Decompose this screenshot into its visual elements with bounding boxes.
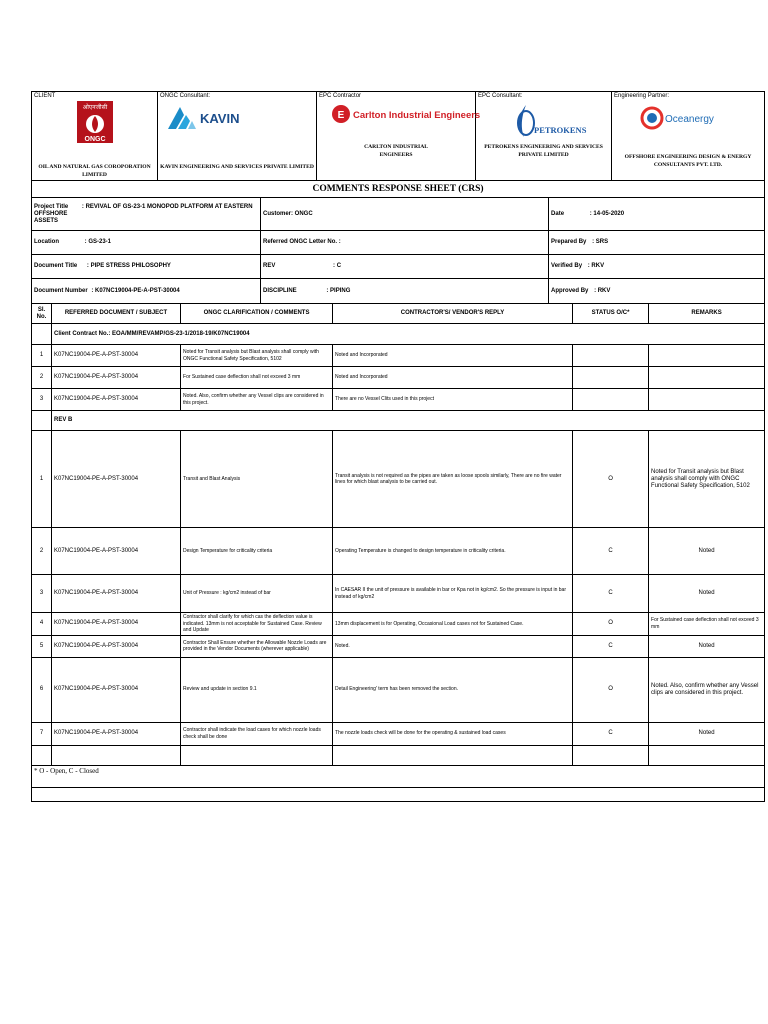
row-reply: In CAESAR II the unit of pressure is available in bar or Kpa not in kg/cm2. So the pressure is input in bar instead of kg/cm2 xyxy=(333,575,573,613)
epc-label: EPC Contractor xyxy=(319,93,362,99)
row-remarks: Noted xyxy=(649,528,765,575)
row-sl: 3 xyxy=(32,575,52,613)
row-ref: K07NC19004-PE-A-PST-30004 xyxy=(52,345,181,367)
footnote-row xyxy=(32,765,765,787)
empty-cell xyxy=(181,745,333,765)
epc-consultant-label: EPC Consultant: xyxy=(478,93,523,99)
table-row xyxy=(32,657,765,722)
rev-value: : C xyxy=(333,263,342,269)
row-sl: 2 xyxy=(32,528,52,575)
project-title-label: Project Title xyxy=(34,203,69,210)
customer-cell: Customer: ONGC xyxy=(261,198,549,231)
svg-text:PETROKENS: PETROKENS xyxy=(533,125,586,135)
row-ref: K07NC19004-PE-A-PST-30004 xyxy=(52,613,181,636)
discipline-value: : PIPING xyxy=(326,287,351,294)
date-value: : 14-05-2020 xyxy=(589,210,625,217)
letter-cell: Referred ONGC Letter No. : xyxy=(261,231,549,255)
epc-consultant-org: PETROKENS ENGINEERING AND SERVICES PRIVATE LIMITED xyxy=(484,144,603,158)
rev-b-row xyxy=(32,411,765,431)
col-sl: Sl. No. xyxy=(32,304,52,324)
empty-cell xyxy=(333,745,573,765)
row-reply: There are no Vessel Clits used in this project xyxy=(333,389,573,411)
row-comment: Noted for Transit analysis but Blast analysis shall comply with ONGC Functional Safety Specification, 5102 xyxy=(181,345,333,367)
row-status: O xyxy=(573,613,649,636)
row-remarks xyxy=(649,367,765,389)
approved-cell xyxy=(549,279,765,304)
svg-text:E: E xyxy=(337,110,345,121)
doc-title-value: : PIPE STRESS PHILOSOPHY xyxy=(86,263,171,269)
svg-text:KAVIN: KAVIN xyxy=(200,111,240,126)
header-row xyxy=(32,92,765,181)
row-comment: Contractor shall clarify for which cas the deflection value is indicated. 13mm is not acceptable for Sustained Case. Review and Update xyxy=(181,613,333,636)
row-remarks: Noted xyxy=(649,635,765,657)
meta-row-location xyxy=(32,231,765,255)
partner-label: Engineering Partner: xyxy=(614,93,670,99)
row-comment: Unit of Pressure : kg/cm2 instead of bar xyxy=(181,575,333,613)
consultant-org: KAVIN ENGINEERING AND SERVICES PRIVATE LIMITED xyxy=(160,164,314,170)
empty-cell xyxy=(573,745,649,765)
row-comment: Transit and Blast Analysis xyxy=(181,431,333,528)
project-title-value2: ASSETS xyxy=(34,217,59,224)
row-remarks: Noted. Also, confirm whether any Vessel clips are considered in this project. xyxy=(649,657,765,722)
consultant-label: ONGC Consultant: xyxy=(160,93,211,99)
prepared-cell xyxy=(549,231,765,255)
row-reply: The nozzle loads check will be done for the operating & sustained load cases xyxy=(333,722,573,745)
row-status xyxy=(573,389,649,411)
row-sl: 3 xyxy=(32,389,52,411)
row-sl: 5 xyxy=(32,635,52,657)
row-remarks xyxy=(649,389,765,411)
row-comment: Noted. Also, confirm whether any Vessel clips are considered in this project. xyxy=(181,389,333,411)
row-comment: Design Temperature for criticality criteria xyxy=(181,528,333,575)
row-remarks: Noted xyxy=(649,575,765,613)
project-title-value: : REVIVAL OF GS-23-1 MONOPOD PLATFORM AT EASTERN OFFSHORE xyxy=(34,203,253,217)
location-cell xyxy=(32,231,261,255)
empty-cell xyxy=(649,745,765,765)
row-ref: K07NC19004-PE-A-PST-30004 xyxy=(52,431,181,528)
table-row xyxy=(32,575,765,613)
row-reply: Detail Engineering' term has been removed the section. xyxy=(333,657,573,722)
consultant-cell xyxy=(158,92,317,181)
table-row xyxy=(32,528,765,575)
contract-blank xyxy=(32,324,52,345)
partner-org: OFFSHORE ENGINEERING DESIGN & ENERGY CONSULTANTS PVT. LTD. xyxy=(624,154,752,168)
row-sl: 4 xyxy=(32,613,52,636)
row-ref: K07NC19004-PE-A-PST-30004 xyxy=(52,528,181,575)
footnote: * O - Open, C - Closed xyxy=(32,765,765,787)
col-ref: REFERRED DOCUMENT / SUBJECT xyxy=(52,304,181,324)
col-reply: CONTRACTOR'S/ VENDOR'S REPLY xyxy=(333,304,573,324)
rev-label: REV xyxy=(263,263,276,269)
partner-cell xyxy=(612,92,765,181)
svg-text:ONGC: ONGC xyxy=(84,136,105,143)
row-reply: 13mm displacement is for Operating, Occasional Load cases not for Sustained Case. xyxy=(333,613,573,636)
bottom-row xyxy=(32,787,765,801)
row-remarks: For Sustained case deflection shall not exceed 3 mm xyxy=(649,613,765,636)
epc-consultant-cell xyxy=(476,92,612,181)
prepared-label: Prepared By xyxy=(551,239,587,245)
rev-b-label: REV B xyxy=(52,411,765,431)
discipline-label: DISCIPLINE xyxy=(263,287,297,294)
row-status: C xyxy=(573,635,649,657)
row-comment: For Sustained case deflection shall not exceed 3 mm xyxy=(181,367,333,389)
row-ref: K07NC19004-PE-A-PST-30004 xyxy=(52,635,181,657)
doc-number-cell xyxy=(32,279,261,304)
discipline-cell xyxy=(261,279,549,304)
row-status xyxy=(573,345,649,367)
table-row xyxy=(32,431,765,528)
prepared-value: : SRS xyxy=(592,239,609,245)
approved-value: : RKV xyxy=(594,287,611,294)
date-cell xyxy=(549,198,765,231)
table-row xyxy=(32,722,765,745)
col-remarks: REMARKS xyxy=(649,304,765,324)
title-row xyxy=(32,181,765,198)
col-ongc: ONGC CLARIFICATION / COMMENTS xyxy=(181,304,333,324)
ongc-logo-icon xyxy=(75,101,115,143)
meta-row-doc-number xyxy=(32,279,765,304)
row-remarks xyxy=(649,345,765,367)
row-reply: Operating Temperature is changed to design temperature in criticality criteria. xyxy=(333,528,573,575)
empty-row xyxy=(32,745,765,765)
row-status: O xyxy=(573,657,649,722)
kavin-logo-icon xyxy=(164,101,244,135)
row-sl: 1 xyxy=(32,431,52,528)
doc-number-label: Document Number xyxy=(34,287,88,294)
table-row xyxy=(32,345,765,367)
verified-cell xyxy=(549,255,765,279)
svg-text:Oceanergy: Oceanergy xyxy=(665,114,714,125)
contract-number: Client Contract No.: EOA/MM/REVAMP/GS-23-1/2018-19/K07NC19004 xyxy=(52,324,765,345)
location-label: Location xyxy=(34,239,59,245)
row-reply: Noted and Incorporated xyxy=(333,367,573,389)
client-cell xyxy=(32,92,158,181)
row-ref: K07NC19004-PE-A-PST-30004 xyxy=(52,389,181,411)
table-row xyxy=(32,635,765,657)
rev-cell xyxy=(261,255,549,279)
bottom-cell xyxy=(32,787,765,801)
doc-title-cell xyxy=(32,255,261,279)
row-status: C xyxy=(573,722,649,745)
row-ref: K07NC19004-PE-A-PST-30004 xyxy=(52,657,181,722)
empty-cell xyxy=(32,745,52,765)
epc-cell xyxy=(317,92,481,181)
doc-number-value: : K07NC19004-PE-A-PST-30004 xyxy=(91,287,180,294)
row-status: O xyxy=(573,431,649,528)
table-row xyxy=(32,613,765,636)
approved-label: Approved By xyxy=(551,287,589,294)
row-sl: 2 xyxy=(32,367,52,389)
svg-text:Carlton Industrial Engineers: Carlton Industrial Engineers xyxy=(353,110,481,121)
row-comment: Review and update in section 9.1 xyxy=(181,657,333,722)
location-value: : GS-23-1 xyxy=(84,239,112,245)
doc-title-label: Document Title xyxy=(34,263,78,269)
client-org: OIL AND NATURAL GAS COROPORATION LIMITED xyxy=(38,164,151,178)
row-comment: Contractor shall indicate the load cases for which nozzle loads check shall be done xyxy=(181,722,333,745)
crs-table xyxy=(31,91,765,802)
page-title: COMMENTS RESPONSE SHEET (CRS) xyxy=(32,181,765,198)
column-header-row xyxy=(32,304,765,324)
table-row xyxy=(32,367,765,389)
row-reply: Transit analysis is not required as the pipes are taken as loose spools similarly, There are no fire water lines for which blast analysis to be carried out. xyxy=(333,431,573,528)
row-status: C xyxy=(573,528,649,575)
meta-row-doc-title xyxy=(32,255,765,279)
date-label: Date xyxy=(551,210,565,217)
row-reply: Noted. xyxy=(333,635,573,657)
empty-cell xyxy=(52,745,181,765)
verified-label: Verified By xyxy=(551,263,583,269)
svg-text:ओएनजीसी: ओएनजीसी xyxy=(82,104,107,111)
petrokens-logo-icon xyxy=(504,101,584,141)
rev-b-blank xyxy=(32,411,52,431)
row-remarks: Noted xyxy=(649,722,765,745)
row-sl: 1 xyxy=(32,345,52,367)
row-ref: K07NC19004-PE-A-PST-30004 xyxy=(52,367,181,389)
epc-org: CARLTON INDUSTRIAL ENGINEERS xyxy=(364,144,428,158)
contract-row xyxy=(32,324,765,345)
row-comment: Contractor Shall Ensure whether the Allowable Nozzle Loads are provided in the Vendor Documents (wherever applicable) xyxy=(181,635,333,657)
oceanergy-logo-icon xyxy=(640,101,736,135)
row-ref: K07NC19004-PE-A-PST-30004 xyxy=(52,722,181,745)
verified-value: : RKV xyxy=(587,263,605,269)
carlton-logo-icon xyxy=(331,101,481,127)
crs-sheet xyxy=(31,91,764,802)
row-status: C xyxy=(573,575,649,613)
table-row xyxy=(32,389,765,411)
client-label: CLIENT xyxy=(34,93,56,99)
col-status: STATUS O/C* xyxy=(573,304,649,324)
meta-row-project xyxy=(32,198,765,231)
row-ref: K07NC19004-PE-A-PST-30004 xyxy=(52,575,181,613)
row-status xyxy=(573,367,649,389)
row-sl: 7 xyxy=(32,722,52,745)
row-remarks: Noted for Transit analysis but Blast analysis shall comply with ONGC Functional Safety Specification, 5102 xyxy=(649,431,765,528)
row-reply: Noted and Incorporated xyxy=(333,345,573,367)
row-sl: 6 xyxy=(32,657,52,722)
project-title-cell xyxy=(32,198,261,231)
